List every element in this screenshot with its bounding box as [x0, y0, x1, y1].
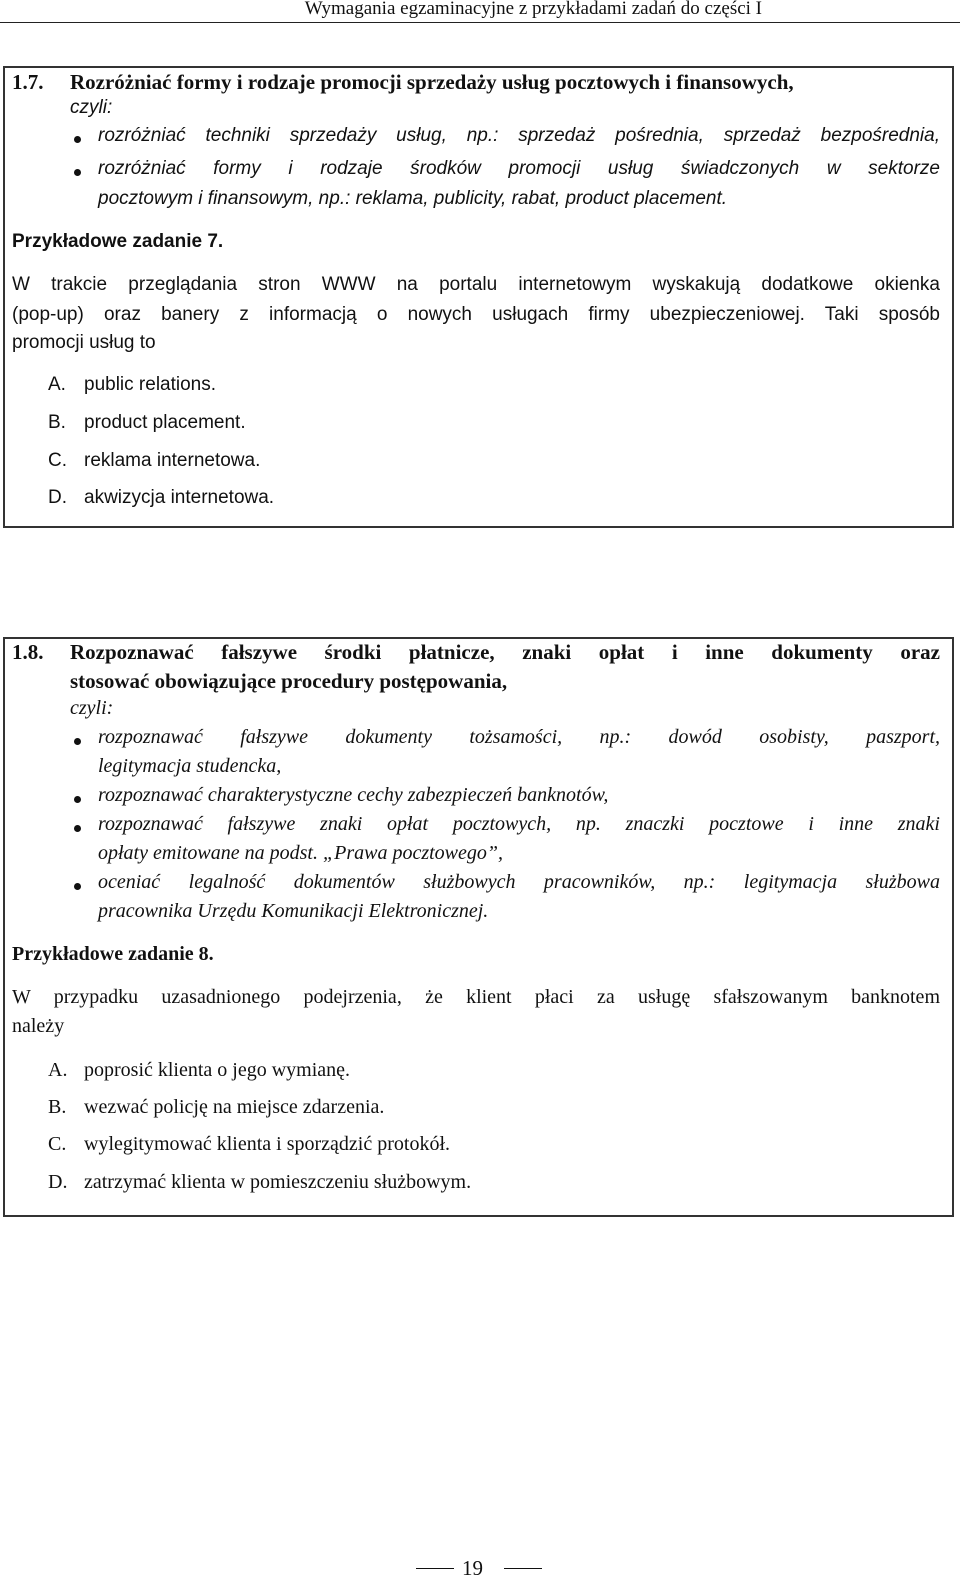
task-7-answer-a-text: public relations. — [84, 374, 217, 395]
task-8-answer-c-letter: C. — [48, 1133, 67, 1155]
task-7-answer-a-letter: A. — [48, 374, 66, 395]
task-7-answer-d-text: akwizycja internetowa. — [84, 487, 275, 508]
task-8-answer-a-text: poprosić klienta o jego wymianę. — [84, 1059, 351, 1081]
section-1-8-bullet-1: rozpoznawać fałszywe dokumenty tożsamości, np.: dowód osobisty, paszport, — [98, 726, 940, 748]
section-1-7-number: 1.7. — [12, 70, 44, 94]
section-1-7-bullet-2: rozróżniać formy i rodzaje środków promocji usług świadczonych w sektorze — [98, 158, 940, 179]
header-title: Wymagania egzaminacyjne z przykładami zadań do części I — [304, 0, 762, 19]
section-1-7-czyli: czyli: — [70, 97, 113, 118]
task-8-answer-d-letter: D. — [48, 1171, 68, 1193]
task-7-question-line-3: promocji usług to — [12, 332, 156, 353]
section-1-7-title: Rozróżniać formy i rodzaje promocji sprzedaży usług pocztowych i finansowych, — [70, 70, 794, 94]
section-1-8-bullet-3-cont: opłaty emitowane na podst. „Prawa pocztowego”, — [98, 842, 503, 864]
task-7-answer-b-text: product placement. — [84, 412, 246, 433]
task-8-answer-b-text: wezwać policję na miejsce zdarzenia. — [84, 1096, 385, 1118]
bullet-dot-icon — [74, 796, 81, 803]
section-1-8-bullet-4: oceniać legalność dokumentów służbowych pracowników, np.: legitymacja służbowa — [98, 871, 940, 893]
task-7-answer-b-letter: B. — [48, 412, 66, 433]
section-1-8-bullet-2: rozpoznawać charakterystyczne cechy zabezpieczeń banknotów, — [98, 784, 609, 806]
task-7-answer-c-letter: C. — [48, 450, 67, 471]
section-1-7-bullet-1: rozróżniać techniki sprzedaży usług, np.: sprzedaż pośrednia, sprzedaż bezpośrednia, — [98, 125, 940, 146]
section-1-8-bullet-1-cont: legitymacja studencka, — [98, 755, 282, 777]
bullet-dot-icon — [74, 169, 81, 176]
task-7-label: Przykładowe zadanie 7. — [12, 231, 224, 252]
bullet-dot-icon — [74, 136, 81, 143]
section-1-8-number: 1.8. — [12, 640, 44, 664]
page-number-dash-right — [504, 1568, 542, 1569]
page-header — [0, 0, 960, 23]
task-8-label: Przykładowe zadanie 8. — [12, 943, 214, 965]
page-number-dash-left — [416, 1568, 454, 1569]
section-1-7-bullet-2-cont: pocztowym i finansowym, np.: reklama, publicity, rabat, product placement. — [98, 188, 728, 209]
section-1-8-czyli: czyli: — [70, 697, 114, 719]
task-8-answer-d-text: zatrzymać klienta w pomieszczeniu służbowym. — [84, 1171, 472, 1193]
task-7-answer-c-text: reklama internetowa. — [84, 450, 261, 471]
task-8-question-line-1: W przypadku uzasadnionego podejrzenia, że klient płaci za usługę sfałszowanym banknotem — [12, 986, 940, 1008]
task-7-question-line-2: (pop-up) oraz banery z informacją o nowych usługach firmy ubezpieczeniowej. Taki sposób — [12, 304, 940, 325]
task-8-answer-b-letter: B. — [48, 1096, 67, 1118]
page-number: 19 — [462, 1556, 483, 1580]
task-7-answer-d-letter: D. — [48, 487, 67, 508]
section-1-8-box — [3, 637, 954, 1217]
bullet-dot-icon — [74, 738, 81, 745]
task-7-question-line-1: W trakcie przeglądania stron WWW na portalu internetowym wyskakują dodatkowe okienka — [12, 274, 940, 295]
section-1-8-bullet-4-cont: pracownika Urzędu Komunikacji Elektronicznej. — [98, 900, 489, 922]
section-1-8-title-line-2: stosować obowiązujące procedury postępowania, — [70, 669, 508, 693]
task-8-answer-a-letter: A. — [48, 1059, 68, 1081]
bullet-dot-icon — [74, 883, 81, 890]
task-8-answer-c-text: wylegitymować klienta i sporządzić protokół. — [84, 1133, 451, 1155]
section-1-8-title-line-1: Rozpoznawać fałszywe środki płatnicze, znaki opłat i inne dokumenty oraz — [70, 640, 940, 664]
bullet-dot-icon — [74, 825, 81, 832]
section-1-8-bullet-3: rozpoznawać fałszywe znaki opłat pocztowych, np. znaczki pocztowe i inne znaki — [98, 813, 940, 835]
task-8-question-line-2: należy — [12, 1015, 65, 1037]
